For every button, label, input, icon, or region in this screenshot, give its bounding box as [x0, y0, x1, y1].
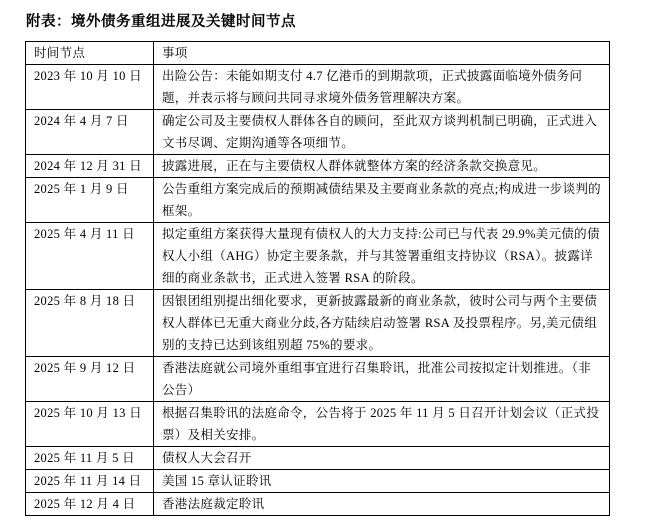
table-row — [26, 402, 610, 447]
event-cell: 香港法庭就公司境外重组事宜进行召集聆讯，批准公司按拟定计划推进。（非公告） — [154, 357, 610, 402]
date-cell: 2025 年 10 月 13 日 — [26, 402, 154, 447]
date-cell: 2025 年 4 月 11 日 — [26, 223, 154, 290]
header-row — [26, 42, 610, 65]
table-row — [26, 155, 610, 178]
event-cell: 根据召集聆讯的法庭命令，公告将于 2025 年 11 月 5 日召开计划会议（正式投票）及相关安排。 — [154, 402, 610, 447]
date-cell: 2025 年 1 月 9 日 — [26, 178, 154, 223]
table-row — [26, 290, 610, 357]
event-cell: 因银团组别提出细化要求，更新披露最新的商业条款，彼时公司与两个主要债权人群体已无重大商业分歧,各方陆续启动签署 RSA 及投票程序。另,美元债组别的支持已达到该组别超 75%的要求。 — [154, 290, 610, 357]
event-cell: 公告重组方案完成后的预期减债结果及主要商业条款的亮点;构成进一步谈判的框架。 — [154, 178, 610, 223]
date-cell: 2024 年 4 月 7 日 — [26, 110, 154, 155]
event-cell: 香港法庭裁定聆讯 — [154, 493, 610, 516]
table-row — [26, 357, 610, 402]
event-cell: 出险公告：未能如期支付 4.7 亿港币的到期款项，正式披露面临境外债务问题，并表示将与顾问共同寻求境外债务管理解决方案。 — [154, 65, 610, 110]
date-cell: 2025 年 11 月 5 日 — [26, 447, 154, 470]
page-title: 附表：境外债务重组进展及关键时间节点 — [26, 14, 296, 30]
table-row — [26, 493, 610, 516]
date-cell: 2025 年 11 月 14 日 — [26, 470, 154, 493]
event-cell: 确定公司及主要债权人群体各自的顾问，至此双方谈判机制已明确，正式进入文书尽调、定期沟通等各项细节。 — [154, 110, 610, 155]
event-cell: 披露进展，正在与主要债权人群体就整体方案的经济条款交换意见。 — [154, 155, 610, 178]
header-cell-event: 事项 — [154, 42, 610, 65]
event-cell: 拟定重组方案获得大量现有债权人的大力支持:公司已与代表 29.9%美元债的债权人小组（AHG）协定主要条款，并与其签署重组支持协议（RSA）。披露详细的商业条款书，正式进入签署 RSA 的阶段。 — [154, 223, 610, 290]
table-row — [26, 110, 610, 155]
table-row — [26, 447, 610, 470]
date-cell: 2024 年 12 月 31 日 — [26, 155, 154, 178]
event-cell: 美国 15 章认证聆讯 — [154, 470, 610, 493]
date-cell: 2023 年 10 月 10 日 — [26, 65, 154, 110]
timeline-table — [25, 41, 610, 516]
date-cell: 2025 年 12 月 4 日 — [26, 493, 154, 516]
date-cell: 2025 年 9 月 12 日 — [26, 357, 154, 402]
event-cell: 债权人大会召开 — [154, 447, 610, 470]
date-cell: 2025 年 8 月 18 日 — [26, 290, 154, 357]
header-cell-date: 时间节点 — [26, 42, 154, 65]
table-row — [26, 178, 610, 223]
table-row — [26, 65, 610, 110]
table-row — [26, 223, 610, 290]
table-row — [26, 470, 610, 493]
